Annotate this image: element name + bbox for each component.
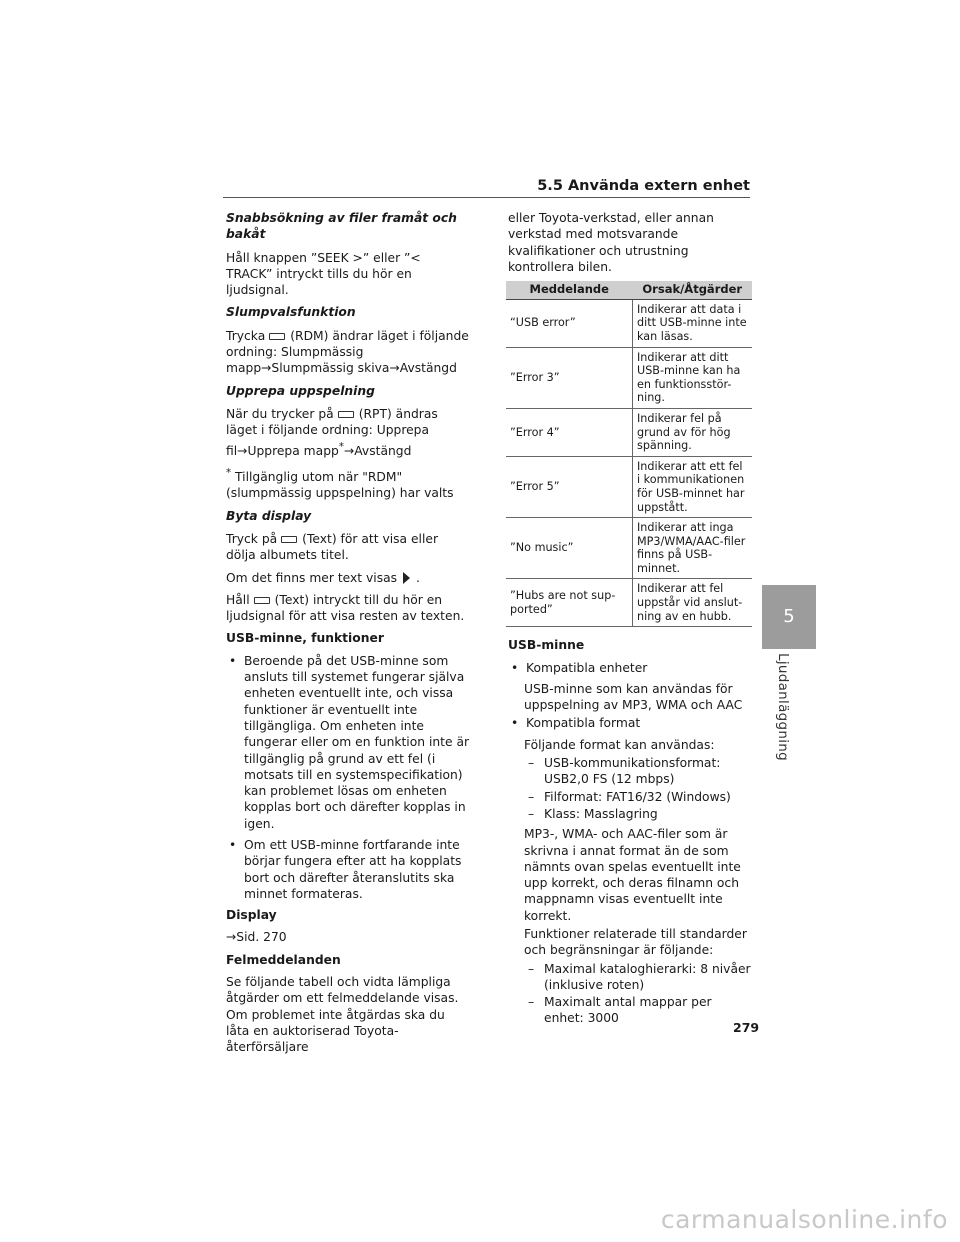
page-reference: →Sid. 270 [226,930,287,945]
rpt-button-icon [338,411,354,418]
seek-heading: Snabbsökning av filer framåt och bakåt [226,211,457,242]
page-number: 279 [733,1020,760,1035]
usb-functions-heading: USB-minne, funktioner [226,631,384,646]
watermark: carmanualsonline.info [660,1205,948,1234]
dash-item: – Klass: Masslagring [528,806,658,821]
right-column [508,210,752,1029]
continuation-text: eller Toyota-verkstad, eller annan verkstad med motsvarande kvalifikationer och utrustning kontrollera bilen. [508,211,714,274]
chapter-tab: 5 [762,585,816,649]
table-header-message: Meddelande [506,281,633,299]
error-messages-table [506,281,752,627]
dash-item: – Maximalt antal mappar per enhet: 3000 [528,995,712,1026]
dash-item: – Maximal kataloghierarki: 8 nivåer (inklusive roten) [528,961,751,992]
hold-text: Håll (Text) intryckt till du hör en ljudsignal för att visa resten av texten. [226,592,465,624]
list-item: • Om ett USB-minne fortfarande inte börjar fungera efter att ha kopplats bort och därefter återanslutits ska minnet formateras. [229,837,462,901]
table-row: ”No music” Indikerar att inga MP3/WMA/AAC-filer finns på USB-minnet. [506,518,752,579]
compat-devices-text: USB-minne som kan användas för uppspelning av MP3, WMA och AAC [524,681,743,713]
table-header-cause: Orsak/Åtgärder [633,281,753,299]
chapter-label: Ljudanläggning [775,653,791,762]
dash-item: – Filformat: FAT16/32 (Windows) [528,789,731,804]
random-text: Trycka (RDM) ändrar läget i följande ordning: Slumpmässig mapp→Slumpmässig skiva→Avstängd [226,328,469,376]
formats-intro: Följande format kan användas: [524,737,715,752]
table-row: “USB error” Indikerar att data i ditt USB-minne inte kan läsas. [506,299,752,347]
table-row: ”Error 3” Indikerar att ditt USB-minne kan ha en funktionsstör-ning. [506,347,752,408]
display-text: Tryck på (Text) för att visa eller dölja albumets titel. [226,531,439,563]
section-header: 5.5 Använda extern enhet [537,178,750,194]
list-item: • Beroende på det USB-minne som ansluts till systemet fungerar själva enheten eventuellt inte, och vissa funktioner är eventuellt inte tillgängliga. Om enheten inte fungerar eller om en funktion inte är tillgänglig på grund av ett fel (i motsats till en systemspecifikation) kan problemet lösas om enheten kopplas bort och därefter kopplas in igen. [229,653,470,831]
display-heading: Byta display [226,508,312,523]
table-row: ”Error 5” Indikerar att ett fel i kommunikationen för USB-minnet har uppstått. [506,456,752,517]
list-item: • Kompatibla format [511,716,641,731]
text-button-icon [254,597,270,604]
text-button-icon [281,536,297,543]
seek-text: Håll knappen ”SEEK >” eller ”< TRACK” intryckt tills du hör en ljudsignal. [226,250,421,298]
list-item: • Kompatibla enheter [511,660,648,675]
header-rule [223,197,750,198]
more-text: Om det finns mer text visas . [226,570,420,585]
formats-note: MP3-, WMA- och AAC-filer som är skrivna i annat format än de som nämnts ovan spelas eventuellt inte upp korrekt, och deras filnamn och mappnamn visas eventuellt inte korrekt. [524,827,741,923]
rdm-button-icon [269,333,285,340]
errors-text: Se följande tabell och vidta lämpliga åtgärder om ett felmeddelande visas. Om problemet inte åtgärdas ska du låta en auktoriserad Toyota-återförsäljare [226,975,459,1055]
random-heading: Slumpvalsfunktion [226,305,356,320]
left-column [226,210,471,1062]
limits-intro: Funktioner relaterade till standarder och begränsningar är följande: [524,927,747,958]
repeat-text: När du trycker på (RPT) ändras läget i följande ordning: Upprepa fil→Upprepa mapp*→Avstängd [226,406,438,458]
arrow-right-icon [403,572,410,584]
display2-heading: Display [226,908,277,923]
errors-heading: Felmeddelanden [226,952,341,967]
repeat-heading: Upprepa uppspelning [226,383,375,398]
footnote: * Tillgänglig utom när "RDM" (slumpmässig uppspelning) har valts [226,466,454,501]
dash-item: – USB-kommunikationsformat: USB2,0 FS (12 mbps) [528,756,721,787]
table-row: ”Error 4” Indikerar fel på grund av för hög spänning. [506,408,752,456]
table-row: ”Hubs are not sup-ported” Indikerar att fel uppstår vid anslut-ning av en hubb. [506,579,752,627]
usb-heading: USB-minne [508,638,585,653]
